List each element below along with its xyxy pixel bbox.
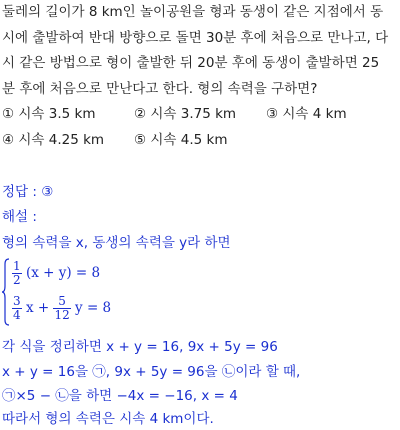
equation-1-numerator: 1	[13, 259, 21, 273]
left-brace	[2, 258, 10, 326]
conclusion: 따라서 형의 속력은 시속 4 km이다.	[2, 411, 214, 427]
equation-2-fraction-b	[53, 295, 70, 322]
step-3: ㉠×5 − ㉡을 하면 −4x = −16, x = 4	[2, 388, 238, 404]
option-4: ④ 시속 4.25 km	[2, 132, 105, 148]
setup-line: 형의 속력을 x, 동생의 속력을 y라 하면	[2, 235, 231, 251]
option-1: ① 시속 3.5 km	[2, 106, 96, 122]
equation-2-a-denominator: 4	[13, 308, 21, 322]
equation-2-rest: y = 8	[75, 300, 112, 316]
answer-line: 정답 : ③	[2, 184, 54, 200]
option-3: ③ 시속 4 km	[266, 106, 347, 122]
equation-2-a-numerator: 3	[13, 294, 21, 308]
problem-line-2: 시에 출발하여 반대 방향으로 돌면 30분 후에 처음으로 만나고, 다	[2, 30, 389, 46]
problem-line-1: 둘레의 길이가 8 km인 놀이공원을 형과 동생이 같은 지점에서 동	[2, 4, 384, 20]
equation-1-fraction	[12, 260, 22, 287]
equation-2-middle: x +	[25, 300, 50, 316]
step-1: 각 식을 정리하면 x + y = 16, 9x + 5y = 96	[2, 339, 278, 355]
option-2: ② 시속 3.75 km	[134, 106, 237, 122]
equation-1-denominator: 2	[13, 273, 21, 287]
equation-1-rest: (x + y) = 8	[25, 265, 101, 281]
explanation-heading: 해설 :	[2, 209, 37, 225]
problem-line-3: 시 같은 방법으로 형이 출발한 뒤 20분 후에 동생이 출발하면 25	[2, 55, 380, 71]
equation-2-b-denominator: 12	[54, 308, 70, 322]
problem-line-4: 분 후에 처음으로 만난다고 한다. 형의 속력을 구하면?	[2, 81, 318, 97]
equation-2	[12, 295, 111, 322]
equation-2-b-numerator: 5	[53, 295, 70, 309]
equation-2-fraction-a	[12, 295, 22, 322]
step-2: x + y = 16을 ㉠, 9x + 5y = 96을 ㉡이라 할 때,	[2, 364, 301, 380]
equation-1	[12, 260, 100, 287]
option-5: ⑤ 시속 4.5 km	[134, 132, 228, 148]
